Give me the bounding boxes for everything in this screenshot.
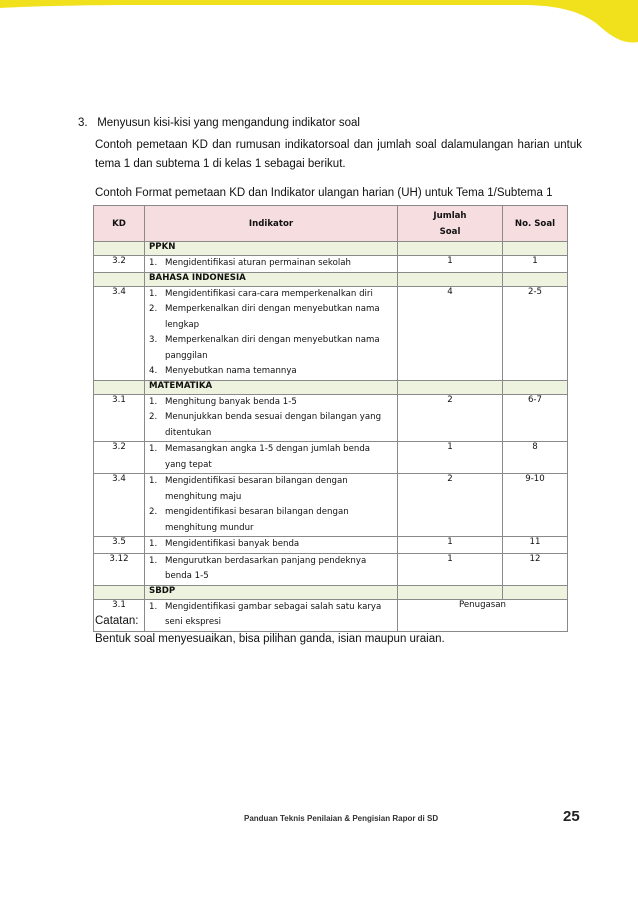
subject-row xyxy=(94,585,568,599)
no-soal-cell: 2-5 xyxy=(503,286,568,380)
notes-text: Bentuk soal menyesuaikan, bisa pilihan ganda, isian maupun uraian. xyxy=(95,633,445,645)
kd-cell: 3.12 xyxy=(94,553,145,585)
subject-kd-cell xyxy=(94,380,145,394)
table-caption: Contoh Format pemetaan KD dan Indikator ulangan harian (UH) untuk Tema 1/Subtema 1 xyxy=(95,187,553,199)
indicator-item xyxy=(149,442,393,473)
subject-name: PPKN xyxy=(145,242,398,256)
jumlah-cell: 1 xyxy=(398,256,503,273)
kd-cell: 3.5 xyxy=(94,537,145,554)
subject-name: SBDP xyxy=(145,585,398,599)
indicator-number: 1. xyxy=(149,444,158,454)
header-jumlah-line2: Soal xyxy=(439,226,461,237)
subject-kd-cell xyxy=(94,585,145,599)
subject-jumlah-cell xyxy=(398,272,503,286)
table-body xyxy=(94,242,568,632)
indicator-number: 1. xyxy=(149,396,158,407)
jumlah-cell: 1 xyxy=(398,553,503,585)
kd-cell: 3.4 xyxy=(94,286,145,380)
indicator-text: Menyebutkan nama temannya xyxy=(165,366,297,376)
indicator-text: Memasangkan angka 1-5 dengan jumlah benda yang tepat xyxy=(165,444,371,470)
kd-cell: 3.2 xyxy=(94,442,145,474)
indicator-list xyxy=(149,474,393,536)
indicator-number: 3. xyxy=(149,335,158,345)
kd-indicator-table xyxy=(93,205,568,632)
no-soal-cell: 11 xyxy=(503,537,568,554)
kd-cell: 3.1 xyxy=(94,599,145,631)
heading-text: Menyusun kisi-kisi yang mengandung indikator soal xyxy=(97,117,360,129)
indicator-text: Mengidentifikasi banyak benda xyxy=(165,539,300,549)
indicator-item xyxy=(149,410,393,441)
subject-row xyxy=(94,272,568,286)
indicator-number: 1. xyxy=(149,258,158,268)
jumlah-cell: 2 xyxy=(398,474,503,537)
indicator-item xyxy=(149,395,393,411)
jumlah-cell: 1 xyxy=(398,537,503,554)
subject-name: BAHASA INDONESIA xyxy=(145,272,398,286)
indicator-number: 1. xyxy=(149,539,158,549)
subject-jumlah-cell xyxy=(398,585,503,599)
indicator-list xyxy=(149,537,393,553)
table-row xyxy=(94,553,568,585)
header-jumlah-line1: Jumlah xyxy=(433,210,467,221)
jumlah-cell: 2 xyxy=(398,394,503,442)
indicator-number: 4. xyxy=(149,366,158,376)
page-number: 25 xyxy=(563,808,580,825)
section-heading xyxy=(78,117,360,129)
subject-jumlah-cell xyxy=(398,242,503,256)
header-jumlah-soal xyxy=(398,206,503,242)
subject-no-cell xyxy=(503,585,568,599)
indicator-item xyxy=(149,333,393,364)
indicator-text: Memperkenalkan diri dengan menyebutkan nama lengkap xyxy=(165,304,380,330)
header-kd: KD xyxy=(94,206,145,242)
subject-kd-cell xyxy=(94,242,145,256)
subject-no-cell xyxy=(503,242,568,256)
yellow-swoosh-decoration xyxy=(0,0,638,50)
indicator-text: Mengidentifikasi gambar sebagai salah satu karya seni ekspresi xyxy=(165,601,382,627)
indicator-number: 2. xyxy=(149,304,158,314)
subject-kd-cell xyxy=(94,272,145,286)
indicator-number: 1. xyxy=(149,288,158,299)
indicator-number: 1. xyxy=(149,601,158,612)
indicator-number: 1. xyxy=(149,555,158,566)
table-row xyxy=(94,537,568,554)
no-soal-cell: 6-7 xyxy=(503,394,568,442)
indicator-text: Mengurutkan berdasarkan panjang pendeknya benda 1-5 xyxy=(165,555,367,581)
indicator-cell xyxy=(145,474,398,537)
indicator-cell xyxy=(145,442,398,474)
notes xyxy=(95,612,445,648)
subject-no-cell xyxy=(503,380,568,394)
table-row xyxy=(94,256,568,273)
indicator-item xyxy=(149,505,393,536)
indicator-list xyxy=(149,287,393,380)
indicator-number: 2. xyxy=(149,412,158,422)
subject-name: MATEMATIKA xyxy=(145,380,398,394)
indicator-cell xyxy=(145,553,398,585)
jumlah-cell: 1 xyxy=(398,442,503,474)
kd-cell: 3.4 xyxy=(94,474,145,537)
footer-title: Panduan Teknis Penilaian & Pengisian Rapor di SD xyxy=(244,814,439,823)
table-header-row xyxy=(94,206,568,242)
indicator-text: Menunjukkan benda sesuai dengan bilangan yang ditentukan xyxy=(165,412,382,438)
no-soal-cell: 12 xyxy=(503,553,568,585)
notes-label: Catatan: xyxy=(95,615,139,627)
subject-jumlah-cell xyxy=(398,380,503,394)
indicator-text: Mengidentifikasi cara-cara memperkenalkan diri xyxy=(165,288,373,299)
indicator-number: 2. xyxy=(149,507,158,517)
indicator-item xyxy=(149,287,393,303)
indicator-item xyxy=(149,474,393,505)
indicator-item xyxy=(149,302,393,333)
indicator-list xyxy=(149,554,393,585)
indicator-item xyxy=(149,554,393,585)
indicator-list xyxy=(149,442,393,473)
indicator-text: Mengidentifikasi besaran bilangan dengan menghitung maju xyxy=(165,476,348,502)
indicator-item xyxy=(149,256,393,272)
no-soal-cell: 9-10 xyxy=(503,474,568,537)
indicator-list xyxy=(149,256,393,272)
indicator-item xyxy=(149,537,393,553)
table-row xyxy=(94,442,568,474)
indicator-cell xyxy=(145,394,398,442)
indicator-text: Memperkenalkan diri dengan menyebutkan nama panggilan xyxy=(165,335,380,361)
no-soal-cell: 1 xyxy=(503,256,568,273)
indicator-cell xyxy=(145,286,398,380)
table-row xyxy=(94,474,568,537)
indicator-list xyxy=(149,395,393,442)
indicator-cell xyxy=(145,537,398,554)
intro-paragraph: Contoh pemetaan KD dan rumusan indikatorsoal dan jumlah soal dalamulangan harian untuk tema 1 dan subtema 1 di kelas 1 sebagai berikut. xyxy=(95,139,582,170)
indicator-text: Menghitung banyak benda 1-5 xyxy=(165,396,297,407)
subject-no-cell xyxy=(503,272,568,286)
kd-cell: 3.2 xyxy=(94,256,145,273)
table-row xyxy=(94,394,568,442)
indicator-number: 1. xyxy=(149,476,158,486)
table-row xyxy=(94,286,568,380)
kd-cell: 3.1 xyxy=(94,394,145,442)
header-indikator: Indikator xyxy=(145,206,398,242)
header-no-soal: No. Soal xyxy=(503,206,568,242)
indicator-cell xyxy=(145,256,398,273)
indicator-item xyxy=(149,364,393,380)
assessment-method-cell: Penugasan xyxy=(398,599,568,631)
jumlah-cell: 4 xyxy=(398,286,503,380)
indicator-text: mengidentifikasi besaran bilangan dengan menghitung mundur xyxy=(165,507,349,533)
indicator-text: Mengidentifikasi aturan permainan sekolah xyxy=(165,258,351,268)
subject-row xyxy=(94,242,568,256)
heading-number: 3. xyxy=(78,117,88,129)
subject-row xyxy=(94,380,568,394)
no-soal-cell: 8 xyxy=(503,442,568,474)
